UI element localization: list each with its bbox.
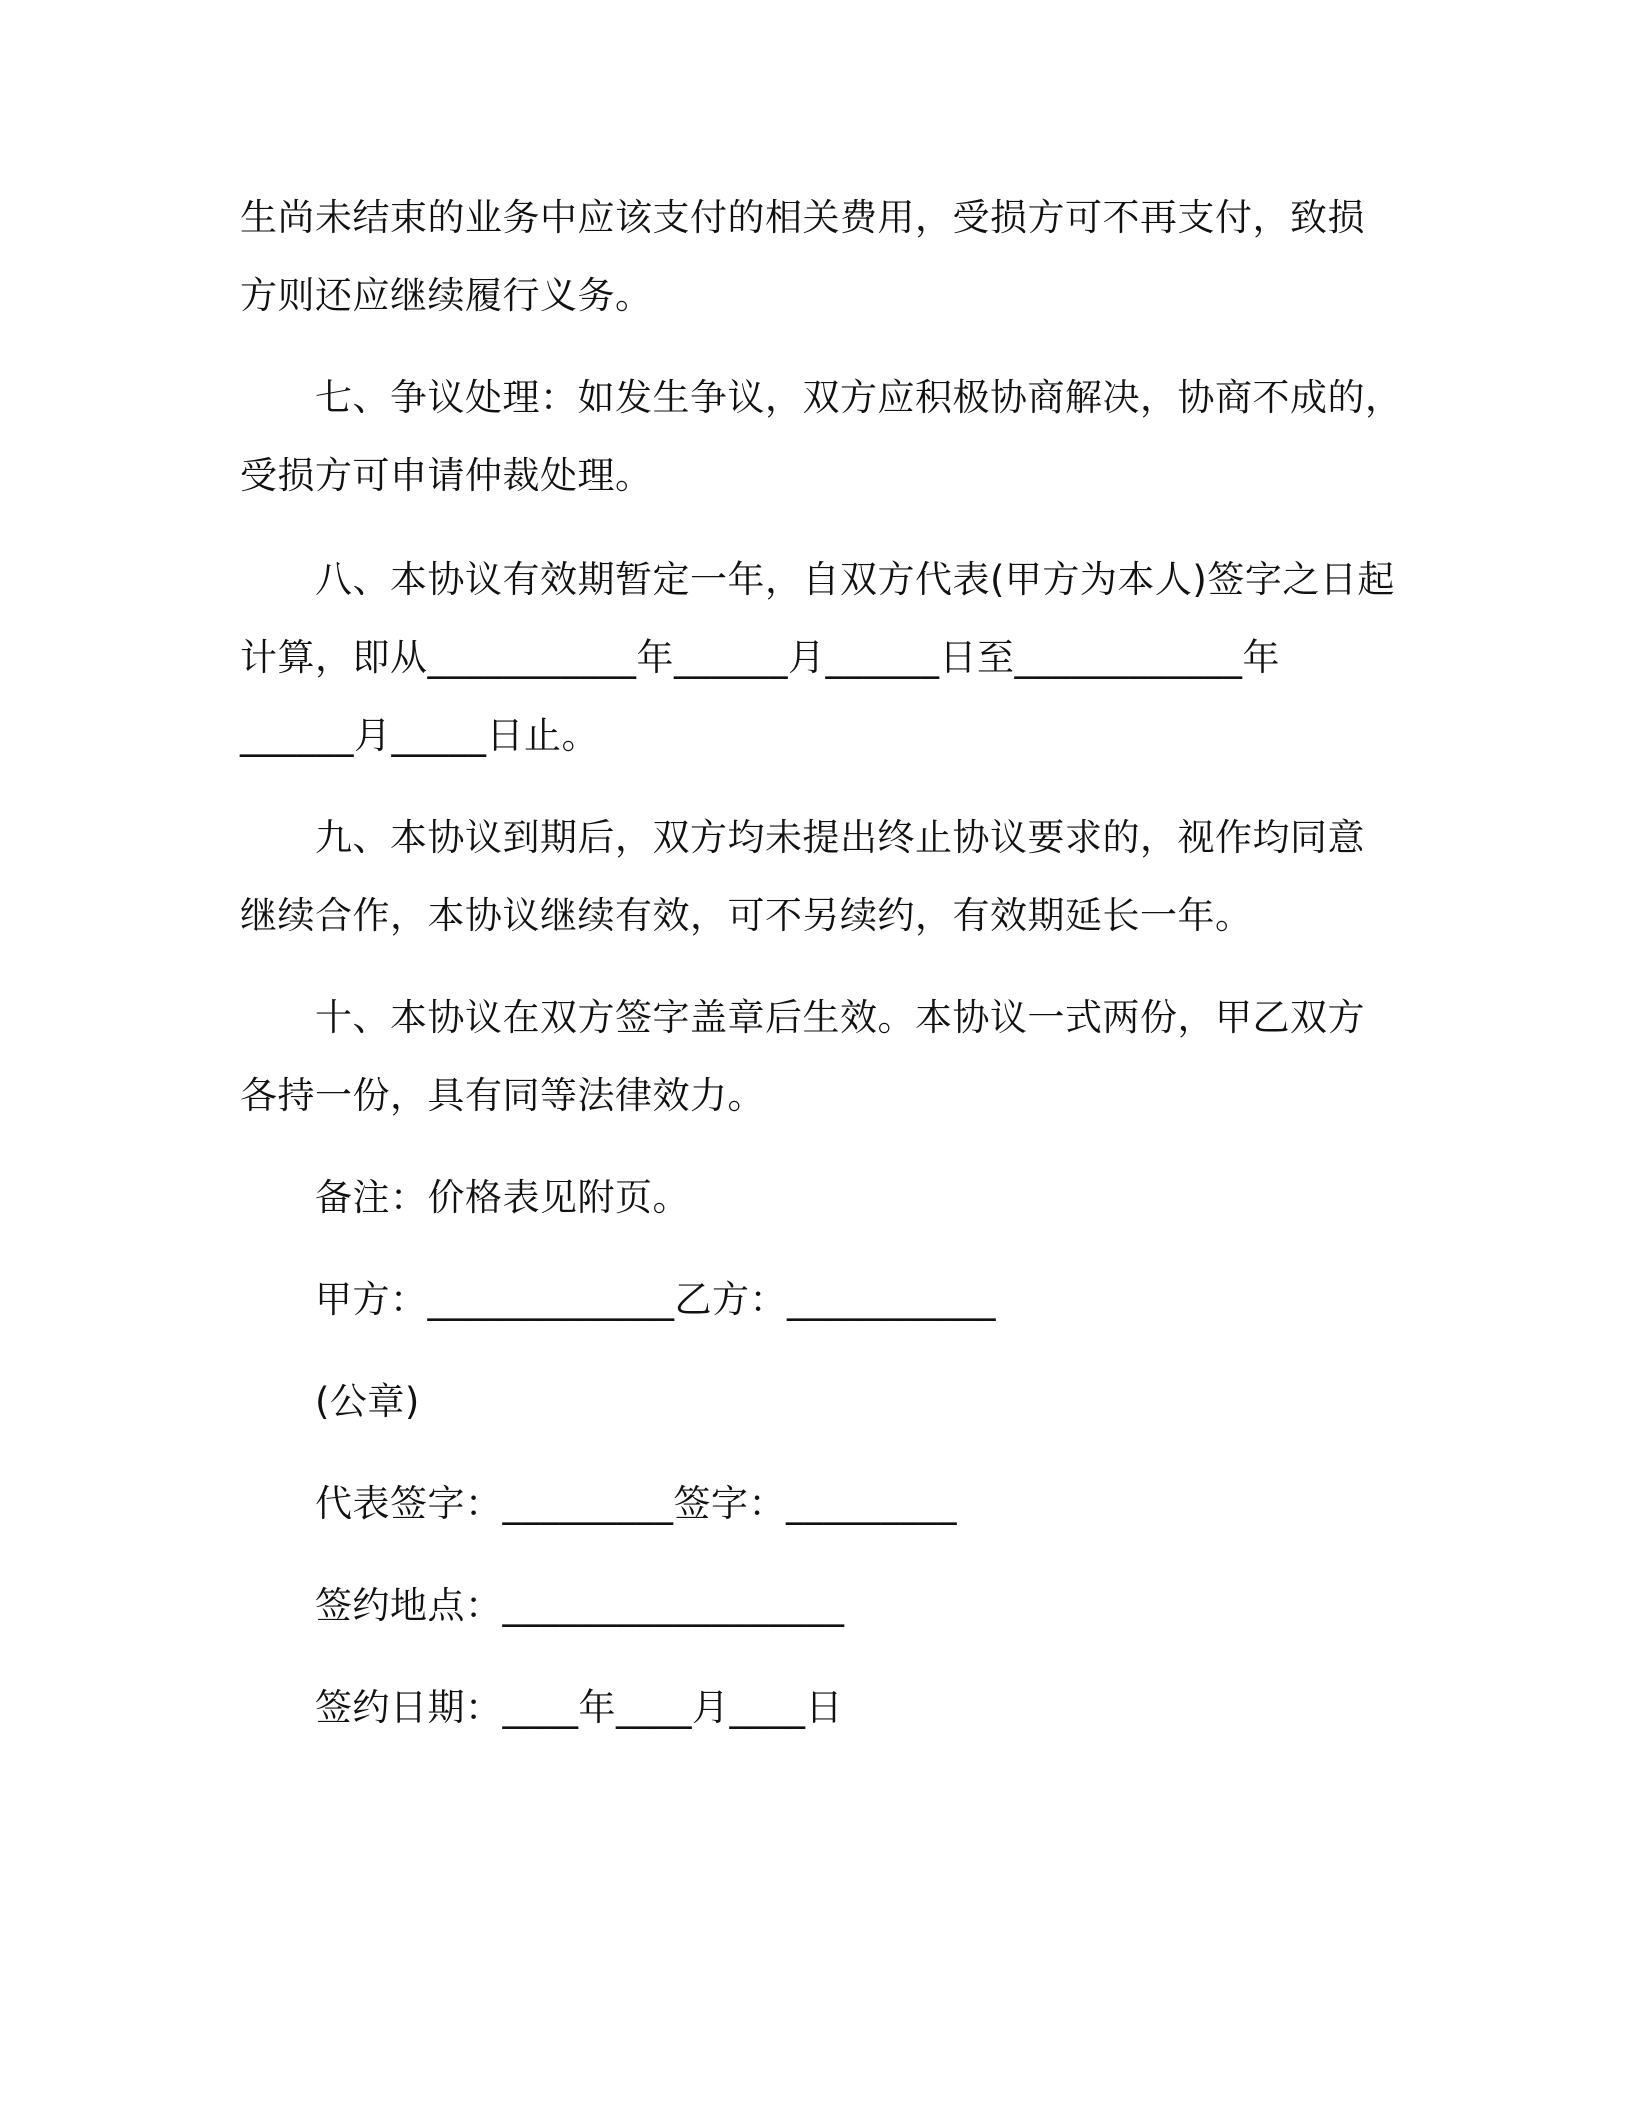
remarks-line: 备注：价格表见附页。 — [315, 1176, 690, 1219]
official-seal-line: (公章) — [315, 1380, 420, 1423]
signing-date-line: 签约日期：____年____月____日 — [315, 1686, 843, 1729]
clause-nine-line-2: 继续合作，本协议继续有效，可不另续约，有效期延长一年。 — [240, 894, 1253, 937]
clause-eight-line-1: 八、本协议有效期暂定一年，自双方代表(甲方为本人)签字之日起 — [315, 558, 1395, 601]
party-a-b-line: 甲方：_____________乙方：___________ — [315, 1278, 996, 1321]
signing-place-line: 签约地点：__________________ — [315, 1584, 845, 1627]
clause-ten-line-2: 各持一份，具有同等法律效力。 — [240, 1074, 765, 1117]
clause-eight-line-3: ______月_____日止。 — [240, 714, 599, 757]
clause-six-continuation-line-1: 生尚未结束的业务中应该支付的相关费用，受损方可不再支付，致损 — [240, 196, 1365, 239]
clause-six-continuation-line-2: 方则还应继续履行义务。 — [240, 274, 653, 317]
clause-nine-line-1: 九、本协议到期后，双方均未提出终止协议要求的，视作均同意 — [315, 816, 1365, 859]
clause-seven-line-2: 受损方可申请仲裁处理。 — [240, 454, 653, 497]
representative-signature-line: 代表签字：_________签字：_________ — [315, 1482, 957, 1525]
clause-ten-line-1: 十、本协议在双方签字盖章后生效。本协议一式两份，甲乙双方 — [315, 996, 1365, 1039]
clause-eight-line-2: 计算，即从___________年______月______日至____________年 — [240, 636, 1280, 679]
clause-seven-line-1: 七、争议处理：如发生争议，双方应积极协商解决，协商不成的， — [315, 376, 1403, 419]
